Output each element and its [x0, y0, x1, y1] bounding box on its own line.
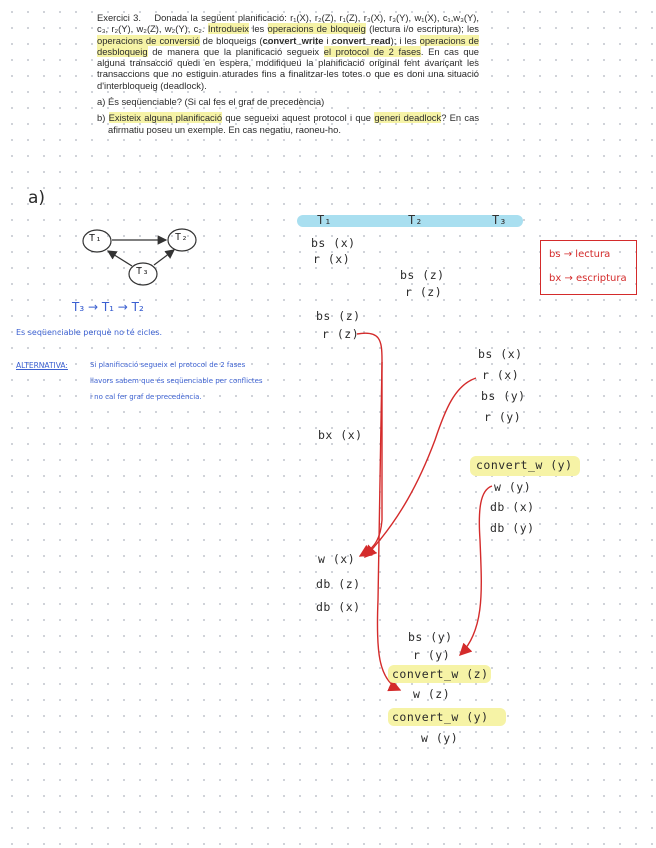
text-lectura: (lectura i/o escriptura); les — [369, 23, 479, 35]
highlight-deadlock: generi deadlock — [374, 112, 442, 124]
highlight-introdueix: Introdueix — [207, 23, 249, 35]
op-t1-bs-z: bs (z) — [316, 309, 361, 323]
op-t1-db-z: db (z) — [316, 577, 361, 591]
exercise-number: Exercici 3. — [97, 12, 141, 23]
arrow-wait-t2-y — [460, 486, 492, 655]
op-t3-db-x: db (x) — [490, 500, 535, 514]
convert-read-term: convert_read — [331, 34, 391, 46]
text-manera: de manera que la planificació segueix — [152, 45, 320, 57]
section-a-label: a) — [28, 188, 46, 208]
header-t3: T₃ — [492, 213, 507, 227]
edge-t3-t1 — [108, 251, 132, 266]
op-t1-db-x: db (x) — [316, 600, 361, 614]
op-t2-convert-w-y: convert_w (y) — [392, 710, 489, 724]
text-espera: . En cas que alguna transacció quedi en espera, modifiqueu la planificació original fent avançant les transaccions que no estiguin aturades fins a finalitzar-les totes o que es doni una situació d'interbloqueig (deadlock). — [97, 45, 480, 91]
alternative-line-3: i no cal fer graf de precedència. — [90, 393, 202, 401]
text-i: i — [326, 34, 329, 46]
op-t2-r-y: r (y) — [413, 648, 451, 662]
highlight-existeix: Existeix alguna planificació — [108, 112, 223, 124]
op-t3-bs-x: bs (x) — [478, 347, 523, 361]
op-t3-bs-y: bs (y) — [481, 389, 526, 403]
legend-box — [540, 240, 637, 295]
header-t2: T₂ — [408, 213, 423, 227]
text-i-les: ); i les — [390, 34, 417, 46]
op-t3-convert-w-y: convert_w (y) — [476, 458, 573, 472]
question-b-tail: ? En cas afirmatiu poseu un exemple. En cas negatiu, raoneu-ho. — [108, 112, 480, 135]
question-a: a) És seqüenciable? (Si cal fes el graf de precedència) — [97, 96, 325, 108]
op-t2-r-z: r (z) — [405, 285, 443, 299]
question-b-text: que segueixi aquest protocol i que — [225, 112, 372, 124]
legend-bx: bx → escriptura — [549, 273, 627, 284]
text-les: les — [252, 23, 265, 35]
op-t1-w-x: w (x) — [318, 552, 356, 566]
header-t1: T₁ — [317, 213, 332, 227]
op-t3-r-x: r (x) — [482, 368, 520, 382]
op-t2-bs-z: bs (z) — [400, 268, 445, 282]
schedule-text: Donada la següent planificació: r₁(X), r₂(Z), r₁(Z), r₃(X), r₃(Y), w₁(X), c₁,w₃(Y), c₃, r₂(Y), w₂(Z), w₂(Y), c₂. — [97, 12, 479, 35]
op-t1-bx-x: bx (x) — [318, 428, 363, 442]
op-t3-db-y: db (y) — [490, 521, 535, 535]
seq-note: Es seqüenciable perquè no té cicles. — [16, 328, 163, 337]
convert-write-term: convert_write — [262, 34, 324, 46]
op-t2-convert-w-z: convert_w (z) — [392, 667, 489, 681]
highlight-protocol: el protocol de 2 fases — [323, 45, 421, 57]
op-t1-r-z: r (z) — [322, 327, 360, 341]
highlight-bloqueig: operacions de bloqueig — [267, 23, 366, 35]
serial-order: T₃ → T₁ → T₂ — [72, 300, 144, 314]
op-t3-w-y: w (y) — [494, 480, 532, 494]
op-t3-r-y: r (y) — [484, 410, 522, 424]
alternative-line-2: llavors sabem que és seqüenciable per conflictes — [90, 377, 263, 385]
highlight-desbloqueig: operacions de desbloqueig — [97, 34, 479, 57]
question-b-label: b) — [97, 112, 106, 124]
highlight-conversio: operacions de conversió — [97, 34, 200, 46]
op-t2-w-z: w (z) — [413, 687, 451, 701]
op-t1-bs-x: bs (x) — [311, 236, 356, 250]
node-t2-label: T₂ — [175, 232, 189, 243]
node-t1-label: T₁ — [89, 233, 103, 244]
node-t3-label: T₃ — [136, 266, 150, 277]
op-t2-bs-y: bs (y) — [408, 630, 453, 644]
text-de-bloqueigs: de bloqueigs ( — [202, 34, 263, 46]
op-t1-r-x: r (x) — [313, 252, 351, 266]
alternative-label: ALTERNATIVA: — [16, 361, 68, 370]
op-t2-w-y: w (y) — [421, 731, 459, 745]
legend-bs: bs → lectura — [549, 249, 611, 260]
arrow-wait-t1-wx — [357, 333, 382, 556]
alternative-line-1: Si planificació segueix el protocol de 2 fases — [90, 361, 246, 369]
edge-t3-t2 — [154, 250, 174, 265]
